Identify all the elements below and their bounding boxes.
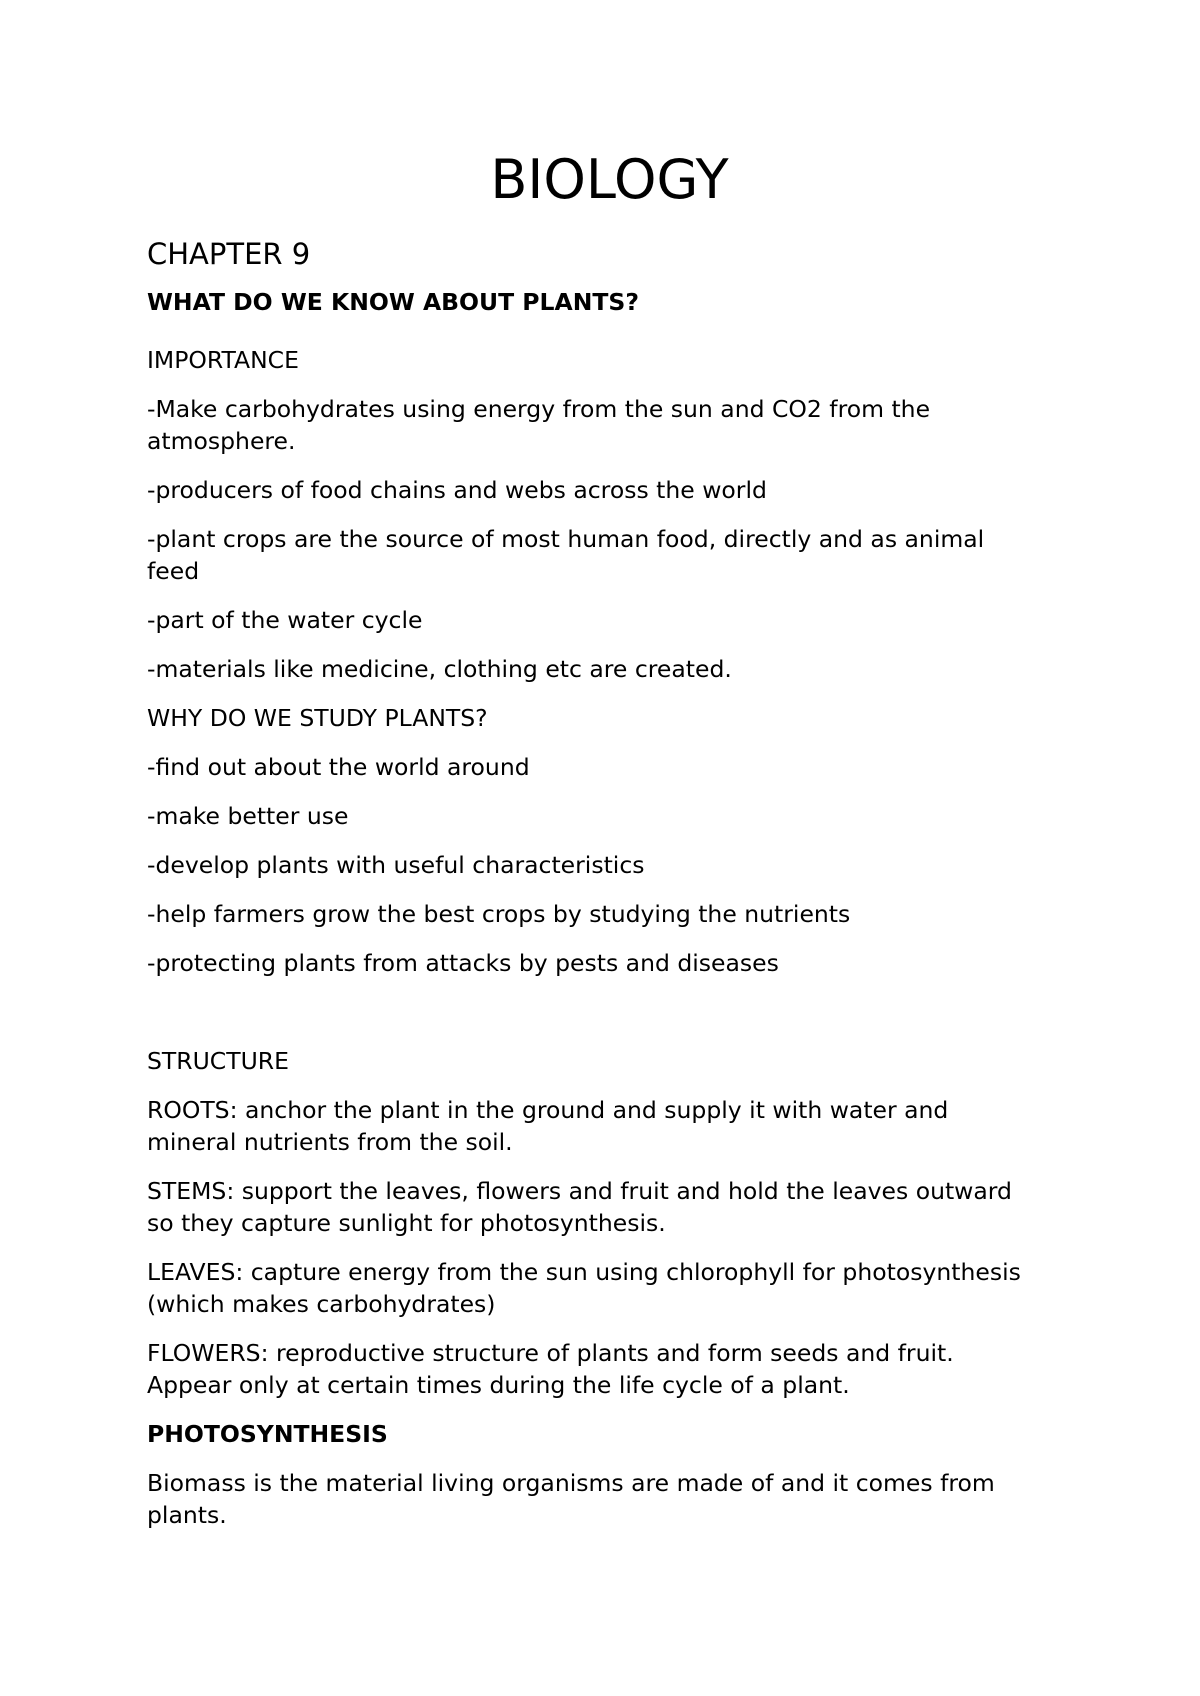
why-study-item: -develop plants with useful characteristics	[147, 851, 645, 879]
structure-item-leaves: LEAVES: capture energy from the sun using chlorophyll for photosynthesis (which makes carbohydrates)	[147, 1258, 1021, 1318]
document-title: BIOLOGY	[490, 148, 729, 211]
importance-heading: IMPORTANCE	[147, 346, 299, 374]
why-study-item: -make better use	[147, 802, 349, 830]
structure-item-stems: STEMS: support the leaves, flowers and fruit and hold the leaves outward so they capture sunlight for photosynthesis.	[147, 1177, 1012, 1237]
importance-item: -materials like medicine, clothing etc are created.	[147, 655, 732, 683]
structure-item-flowers: FLOWERS: reproductive structure of plants and form seeds and fruit. Appear only at certain times during the life cycle of a plant.	[147, 1339, 954, 1399]
structure-item-roots: ROOTS: anchor the plant in the ground and supply it with water and mineral nutrients from the soil.	[147, 1096, 949, 1156]
photosynthesis-text: Biomass is the material living organisms are made of and it comes from plants.	[147, 1469, 995, 1529]
why-study-heading: WHY DO WE STUDY PLANTS?	[147, 704, 488, 732]
chapter-heading: CHAPTER 9	[147, 237, 311, 271]
photosynthesis-heading: PHOTOSYNTHESIS	[147, 1420, 388, 1448]
importance-item: -producers of food chains and webs across the world	[147, 476, 767, 504]
section-heading-know-about-plants: WHAT DO WE KNOW ABOUT PLANTS?	[147, 288, 639, 316]
importance-item: -plant crops are the source of most human food, directly and as animal feed	[147, 525, 985, 585]
importance-item: -Make carbohydrates using energy from the sun and CO2 from the atmosphere.	[147, 395, 931, 455]
importance-item: -part of the water cycle	[147, 606, 423, 634]
structure-heading: STRUCTURE	[147, 1047, 289, 1075]
why-study-item: -help farmers grow the best crops by studying the nutrients	[147, 900, 851, 928]
why-study-item: -protecting plants from attacks by pests and diseases	[147, 949, 779, 977]
why-study-item: -find out about the world around	[147, 753, 530, 781]
